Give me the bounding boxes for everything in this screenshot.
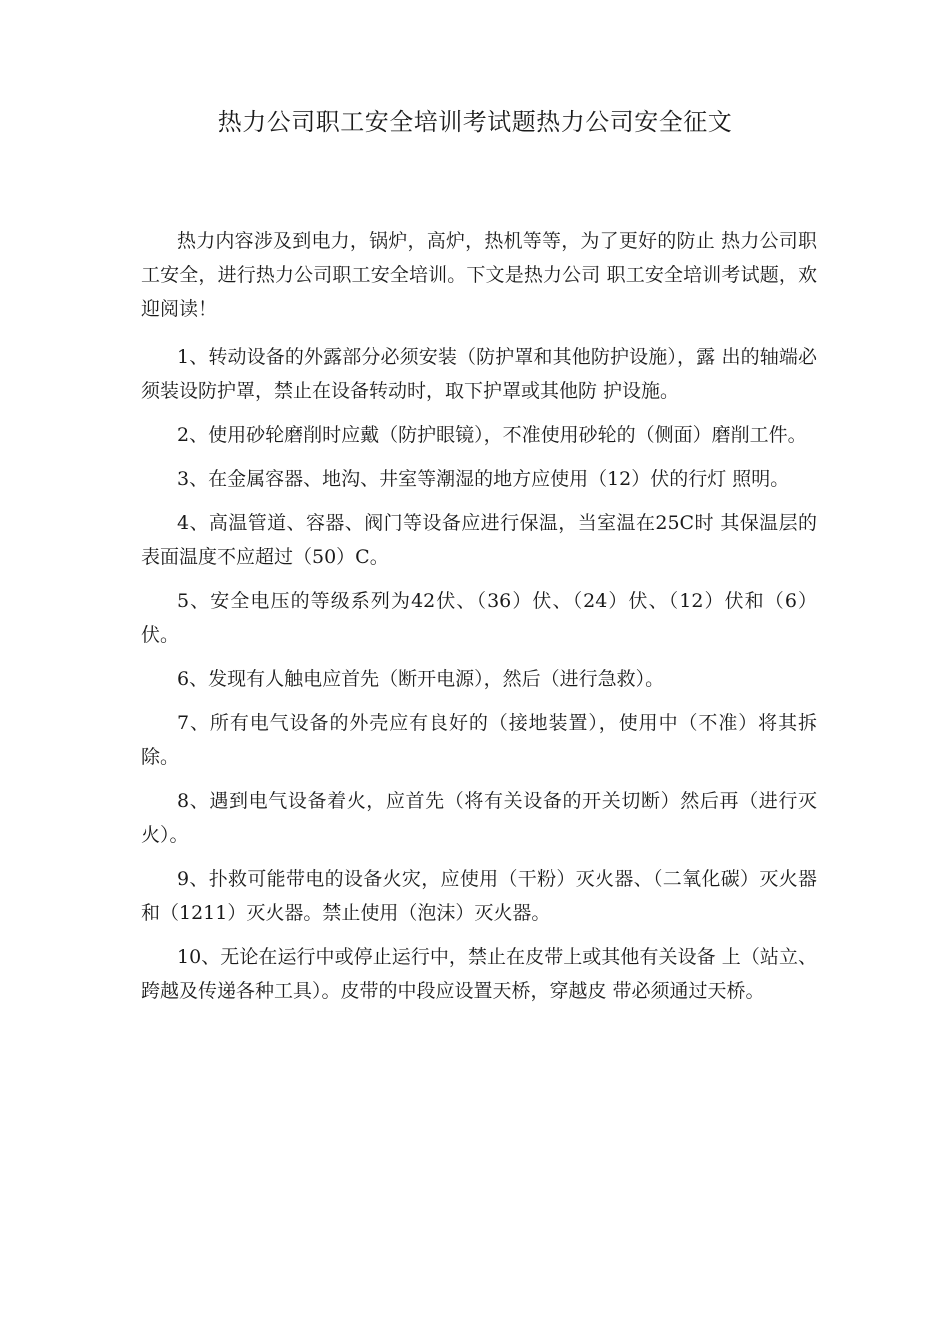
question-item-4: 4、高温管道、容器、阀门等设备应进行保温，当室温在25C时 其保温层的表面温度不应超过（50）C。 xyxy=(141,512,817,568)
question-item-7: 7、所有电气设备的外壳应有良好的（接地装置），使用中（不准）将其拆除。 xyxy=(141,712,817,768)
question-item-8: 8、遇到电气设备着火，应首先（将有关设备的开关切断）然后再（进行灭火）。 xyxy=(141,790,817,846)
question-item-9: 9、扑救可能带电的设备火灾，应使用（干粉）灭火器、（二氧化碳）灭火器和（1211）灭火器。禁止使用（泡沫）灭火器。 xyxy=(141,868,817,924)
document-title: 热力公司职工安全培训考试题热力公司安全征文 xyxy=(217,108,733,136)
question-item-1: 1、转动设备的外露部分必须安装（防护罩和其他防护设施），露 出的轴端必须装设防护罩，禁止在设备转动时，取下护罩或其他防 护设施。 xyxy=(141,346,817,402)
question-item-5: 5、安全电压的等级系列为42伏、（36）伏、（24）伏、（12）伏和（6） 伏。 xyxy=(141,590,817,646)
question-item-2: 2、使用砂轮磨削时应戴（防护眼镜），不准使用砂轮的（侧面）磨削工件。 xyxy=(177,424,807,446)
question-item-3: 3、在金属容器、地沟、井室等潮湿的地方应使用（12）伏的行灯 照明。 xyxy=(177,468,790,490)
question-item-10: 10、无论在运行中或停止运行中，禁止在皮带上或其他有关设备 上（站立、跨越及传递各种工具）。皮带的中段应设置天桥，穿越皮 带必须通过天桥。 xyxy=(141,946,817,1002)
question-item-6: 6、发现有人触电应首先（断开电源），然后（进行急救）。 xyxy=(177,668,665,690)
intro-paragraph: 热力内容涉及到电力，锅炉，高炉，热机等等，为了更好的防止 热力公司职工安全，进行热力公司职工安全培训。下文是热力公司 职工安全培训考试题，欢迎阅读！ xyxy=(141,230,817,320)
document-body xyxy=(141,224,817,1018)
